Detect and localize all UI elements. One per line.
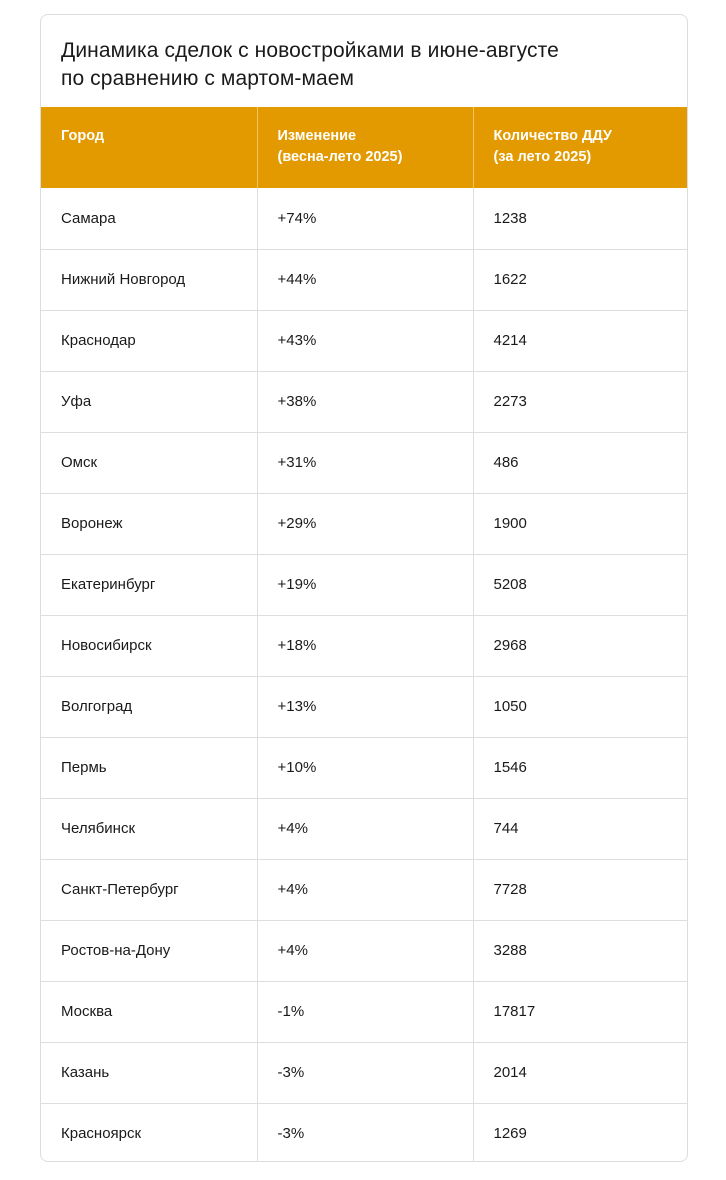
cell-city: Самара xyxy=(61,209,116,227)
cell-change: +38% xyxy=(257,371,473,432)
cell-change: +18% xyxy=(257,615,473,676)
cell-count: 1622 xyxy=(473,249,688,310)
cell-count: 17817 xyxy=(473,981,688,1042)
deals-table xyxy=(41,107,688,1162)
table-row xyxy=(41,981,688,1042)
cell-count: 3288 xyxy=(473,920,688,981)
cell-city: Пермь xyxy=(41,737,257,798)
table-row xyxy=(41,1042,688,1103)
cell-change: +44% xyxy=(257,249,473,310)
table-row xyxy=(41,310,688,371)
table-row xyxy=(41,1103,688,1162)
cell-city: Новосибирск xyxy=(41,615,257,676)
cell-city: Екатеринбург xyxy=(41,554,257,615)
cell-city: Челябинск xyxy=(41,798,257,859)
cell-count: 486 xyxy=(473,432,688,493)
table-row xyxy=(41,554,688,615)
cell-change: +31% xyxy=(257,432,473,493)
cell-count: 1269 xyxy=(473,1103,688,1162)
cell-city: Нижний Новгород xyxy=(41,249,257,310)
cell-count: 1238 xyxy=(473,188,688,249)
header-count-line-2: (за лето 2025) xyxy=(493,149,592,165)
header-change xyxy=(257,107,473,188)
cell-change: -3% xyxy=(257,1042,473,1103)
table-row xyxy=(41,493,688,554)
cell-change: -1% xyxy=(257,981,473,1042)
cell-city: Уфа xyxy=(41,371,257,432)
table-row xyxy=(41,737,688,798)
cell-count: 1900 xyxy=(473,493,688,554)
header-city-line-1: Город xyxy=(61,128,105,144)
table-row xyxy=(41,188,688,249)
cell-change: +10% xyxy=(257,737,473,798)
table-row xyxy=(41,249,688,310)
cell-city: Краснодар xyxy=(41,310,257,371)
cell-count: 2273 xyxy=(473,371,688,432)
table-row xyxy=(41,798,688,859)
cell-city: Санкт-Петербург xyxy=(41,859,257,920)
title-line-1: Динамика сделок с новостройками в июне-августе xyxy=(61,39,559,62)
table-card xyxy=(40,14,688,1162)
header-row xyxy=(41,107,688,188)
cell-change: +29% xyxy=(257,493,473,554)
cell-count: 5208 xyxy=(473,554,688,615)
cell-change: +4% xyxy=(257,859,473,920)
header-change-line-1: Изменение xyxy=(277,128,357,144)
cell-city: Казань xyxy=(41,1042,257,1103)
page-title xyxy=(61,37,671,93)
cell-change: +13% xyxy=(257,676,473,737)
table-row xyxy=(41,432,688,493)
cell-change: +43% xyxy=(257,310,473,371)
cell-city: Воронеж xyxy=(41,493,257,554)
table-row xyxy=(41,859,688,920)
header-change-line-2: (весна-лето 2025) xyxy=(277,149,403,165)
cell-count: 4214 xyxy=(473,310,688,371)
cell-change: -3% xyxy=(257,1103,473,1162)
header-count xyxy=(473,107,688,188)
cell-city: Красноярск xyxy=(41,1103,257,1162)
cell-city: Омск xyxy=(41,432,257,493)
table-row xyxy=(41,371,688,432)
cell-city: Волгоград xyxy=(41,676,257,737)
cell-city: Ростов-на-Дону xyxy=(41,920,257,981)
cell-count: 1050 xyxy=(473,676,688,737)
cell-count: 2014 xyxy=(473,1042,688,1103)
table-row xyxy=(41,920,688,981)
title-line-2: по сравнению с мартом-маем xyxy=(61,67,355,90)
cell-change: +4% xyxy=(257,920,473,981)
cell-count: 2968 xyxy=(473,615,688,676)
table-header xyxy=(41,107,688,188)
cell-count: 7728 xyxy=(473,859,688,920)
cell-count: 744 xyxy=(473,798,688,859)
table-body xyxy=(41,188,688,1162)
cell-change: +4% xyxy=(257,798,473,859)
header-city xyxy=(41,107,257,188)
header-count-line-1: Количество ДДУ xyxy=(493,128,612,144)
cell-count: 1546 xyxy=(473,737,688,798)
cell-change: +74% xyxy=(257,188,473,249)
cell-change: +19% xyxy=(257,554,473,615)
table-row xyxy=(41,615,688,676)
cell-city: Москва xyxy=(41,981,257,1042)
table-row xyxy=(41,676,688,737)
